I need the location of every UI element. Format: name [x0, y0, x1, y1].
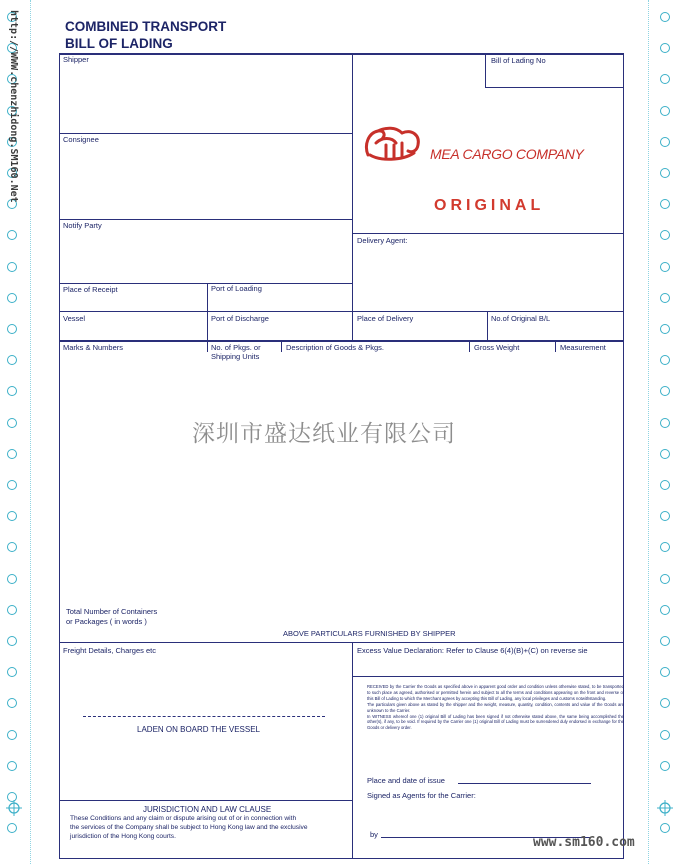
tractor-hole [7, 418, 17, 428]
left-perforation [30, 0, 31, 864]
tractor-hole [7, 262, 17, 272]
tractor-hole [660, 667, 670, 677]
terms-paragraph-3: In WITNESS whereof one (1) original Bill of Lading has been signed if not otherwise stated above, the same being accomplished the other(s), if any, to be void. If required by the Carrier one (1) original Bill of Lading must be surrendered duly endorsed in exchange for the Goods or delivery order. [367, 713, 624, 731]
left-crosshair [6, 800, 22, 816]
measurement-label: Measurement [560, 343, 606, 352]
laden-dashed-line [83, 716, 325, 717]
tractor-hole [7, 449, 17, 459]
goods-col-1 [207, 340, 208, 352]
tractor-hole [660, 730, 670, 740]
terms-block [367, 684, 624, 731]
excess-value-bottom [352, 676, 623, 677]
no-of-pkgs-label-1: No. of Pkgs. or [211, 343, 261, 352]
goods-col-4 [555, 340, 556, 352]
marks-numbers-label: Marks & Numbers [63, 343, 124, 352]
title-line-1: COMBINED TRANSPORT [65, 19, 227, 34]
freight-details-label: Freight Details, Charges etc [63, 646, 156, 655]
place-date-issue-label: Place and date of issue [367, 776, 445, 785]
tractor-hole [660, 106, 670, 116]
tractor-hole [660, 511, 670, 521]
goods-col-3 [469, 340, 470, 352]
consignee-label: Consignee [63, 135, 99, 144]
excess-value-label: Excess Value Declaration: Refer to Clause 6(4)(B)+(C) on reverse sie [357, 646, 588, 655]
bl-no-label: Bill of Lading No [491, 56, 546, 65]
port-of-discharge-label: Port of Discharge [211, 314, 269, 323]
signed-as-agents-label: Signed as Agents for the Carrier: [367, 791, 476, 800]
tractor-hole [7, 636, 17, 646]
jurisdiction-title: JURISDICTION AND LAW CLAUSE [143, 805, 272, 814]
by-label: by [370, 830, 378, 839]
freight-row-top [59, 642, 623, 643]
notify-party-label: Notify Party [63, 221, 102, 230]
laden-on-board-label: LADEN ON BOARD THE VESSEL [137, 725, 260, 734]
no-of-pkgs-label-2: Shipping Units [211, 352, 260, 361]
place-of-delivery-label: Place of Delivery [357, 314, 414, 323]
footer-site: www.sm160.com [533, 835, 635, 850]
side-watermark [7, 10, 19, 260]
tractor-hole [660, 137, 670, 147]
right-crosshair [657, 800, 673, 816]
place-of-receipt-label: Place of Receipt [63, 285, 118, 294]
freight-divider [352, 642, 353, 858]
terms-paragraph-1: RECEIVED by the Carrier the Goods as specified above in apparent good order and condition unless otherwise stated, to be transported to such place as agreed, authorised or permitted herein and subject to all the terms and conditions appearing on the front and reverse of this Bill of Lading to which the Merchant agrees by accepting this Bill of Lading, any local privileges and customs notwithstanding. [367, 684, 624, 701]
right-perforation [648, 0, 649, 864]
receipt-row-top [59, 283, 352, 284]
company-logo [362, 125, 424, 163]
no-original-bl-label: No.of Original B/L [491, 314, 551, 323]
port-of-loading-label: Port of Loading [211, 284, 262, 293]
tractor-hole [660, 542, 670, 552]
place-date-issue-line [458, 783, 591, 784]
tractor-hole [7, 605, 17, 615]
tractor-hole [660, 636, 670, 646]
tractor-hole [660, 605, 670, 615]
vessel-label: Vessel [63, 314, 86, 323]
tractor-hole [660, 262, 670, 272]
tractor-hole [660, 418, 670, 428]
tractor-hole [660, 574, 670, 584]
title-line-2: BILL OF LADING [65, 36, 173, 51]
delivery-agent-label: Delivery Agent: [357, 236, 408, 245]
top-border [59, 53, 624, 55]
tractor-hole [7, 761, 17, 771]
bl-no-box-bottom [485, 87, 623, 88]
tractor-hole [660, 480, 670, 490]
side-watermark-text: http://WWW.chenzhidong.SM160.Net [8, 10, 19, 203]
total-containers-label-2: or Packages ( in words ) [66, 617, 147, 626]
tractor-hole [7, 324, 17, 334]
right-tractor-strip [656, 0, 672, 864]
tractor-hole [7, 511, 17, 521]
shipper-label: Shipper [63, 55, 89, 64]
jurisdiction-line-1: These Conditions and any claim or dispute arising out of or in connection with [70, 815, 297, 822]
original-stamp: ORIGINAL [434, 197, 545, 214]
tractor-hole [7, 293, 17, 303]
tractor-hole [660, 168, 670, 178]
shipper-consignee-line [59, 133, 352, 134]
tractor-hole [7, 574, 17, 584]
tractor-hole [660, 199, 670, 209]
goods-header-top [59, 340, 623, 342]
tractor-hole [7, 823, 17, 833]
tractor-hole [660, 293, 670, 303]
company-name: MEA CARGO COMPANY [430, 146, 584, 162]
tractor-hole [660, 386, 670, 396]
tractor-hole [660, 74, 670, 84]
tractor-hole [7, 542, 17, 552]
gross-weight-label: Gross Weight [474, 343, 520, 352]
tractor-hole [7, 355, 17, 365]
tractor-hole [660, 355, 670, 365]
bottom-border [59, 858, 624, 859]
document-title [65, 18, 226, 52]
tractor-hole [7, 730, 17, 740]
tractor-hole [660, 698, 670, 708]
tractor-hole [7, 667, 17, 677]
vessel-row-top [59, 311, 623, 312]
right-border [623, 53, 624, 859]
tractor-hole [7, 386, 17, 396]
left-border [59, 53, 60, 859]
tractor-hole [660, 761, 670, 771]
delivery-orig-divider [487, 311, 488, 340]
description-label: Description of Goods & Pkgs. [286, 343, 384, 352]
terms-paragraph-2: The particulars given above as stated by the shipper and the weight, measure, quantity, condition, contents and value of the Goods are unknown to the Carrier. [367, 701, 624, 713]
goods-col-2 [281, 340, 282, 352]
consignee-notify-line [59, 219, 352, 220]
delivery-agent-line [352, 233, 623, 234]
above-particulars-label: ABOVE PARTICULARS FURNISHED BY SHIPPER [283, 629, 456, 638]
jurisdiction-line-3: jurisdiction of the Hong Kong courts. [70, 833, 176, 840]
tractor-hole [660, 823, 670, 833]
tractor-hole [660, 449, 670, 459]
total-containers-label-1: Total Number of Containers [66, 607, 158, 616]
bl-no-box-left [485, 53, 486, 87]
tractor-hole [7, 480, 17, 490]
center-divider-top [352, 53, 353, 340]
center-watermark: 深圳市盛达纸业有限公司 [192, 421, 456, 447]
tractor-hole [660, 43, 670, 53]
tractor-hole [7, 698, 17, 708]
jurisdiction-top [59, 800, 352, 801]
tractor-hole [660, 230, 670, 240]
tractor-hole [660, 12, 670, 22]
jurisdiction-line-2: the services of the Company shall be subject to Hong Kong law and the exclusive [70, 824, 308, 831]
tractor-hole [660, 324, 670, 334]
